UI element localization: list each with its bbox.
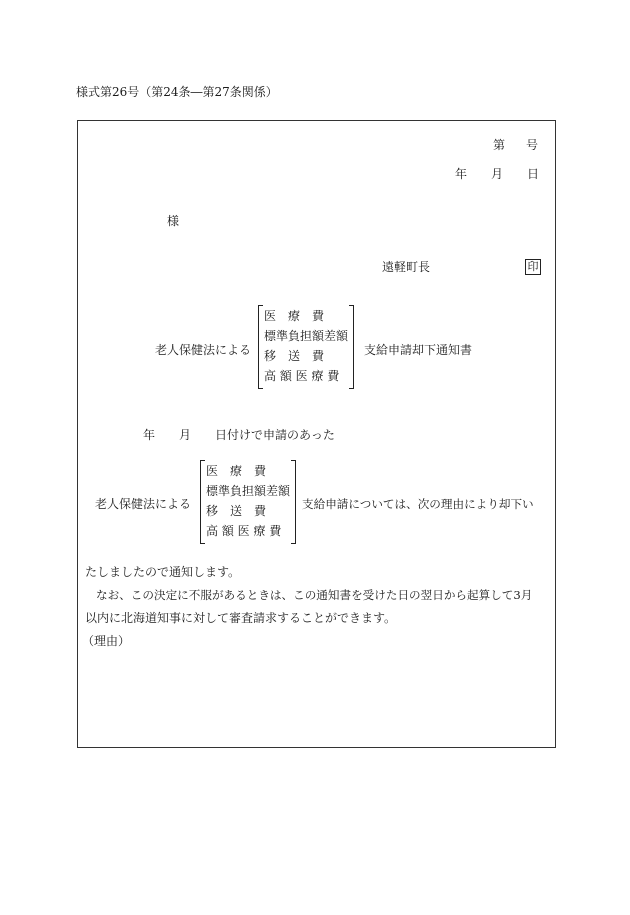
body-option: 移 送 費 [206,504,267,518]
body-date-month: 月 [179,428,192,442]
date-year-label: 年 [455,167,468,181]
body-option: 高 額 医 療 費 [206,524,282,538]
notice-line-1: なお、この決定に不服があるときは、この通知書を受けた日の翌日から起算して3月 [96,588,533,602]
body-option: 標準負担額差額 [206,484,291,498]
reason-label: （理由） [82,634,131,648]
seal-mark: 印 [525,259,541,275]
title-option: 医 療 費 [264,309,325,323]
date-day-label: 日 [527,167,540,181]
body-continuation: たしましたので通知します。 [85,565,241,579]
title-option: 標準負担額差額 [264,329,349,343]
form-number: 様式第26号（第24条―第27条関係） [76,85,278,99]
title-suffix: 支給申請却下通知書 [364,343,473,357]
number-label-go: 号 [526,138,539,152]
date-month-label: 月 [491,167,504,181]
title-prefix: 老人保健法による [155,343,252,357]
number-label-dai: 第 [493,138,506,152]
body-prefix: 老人保健法による [95,497,192,511]
title-option: 移 送 費 [264,349,325,363]
body-option: 医 療 費 [206,464,267,478]
issuer-title: 遠軽町長 [382,260,431,274]
title-options-bracket [258,305,354,389]
body-date-rest: 日付けで申請のあった [215,428,335,442]
title-option: 高 額 医 療 費 [264,369,340,383]
body-options-bracket [200,460,296,544]
notice-line-2: 以内に北海道知事に対して審査請求することができます。 [85,611,397,625]
body-suffix: 支給申請については、次の理由により却下い [302,497,534,511]
body-date-year: 年 [143,428,156,442]
addressee-suffix: 様 [167,214,180,228]
